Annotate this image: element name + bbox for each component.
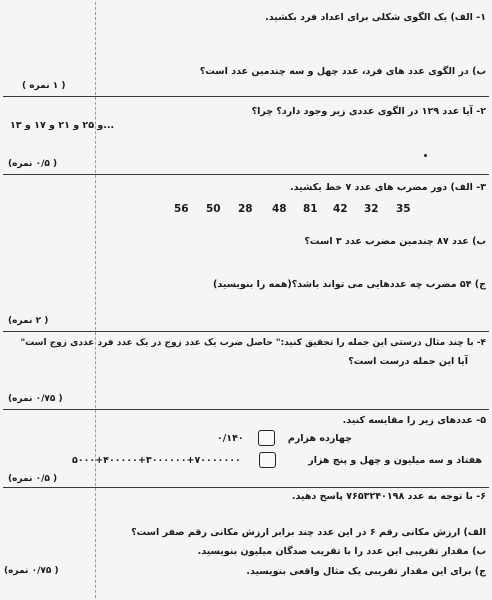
compare-box-2[interactable] — [259, 452, 276, 468]
pen-mark — [424, 154, 427, 157]
question-1a-text: ۱- الف) یک الگوی شکلی برای اعداد فرد بکشید. — [265, 12, 486, 23]
question-3-section — [3, 175, 489, 332]
margin-divider — [95, 410, 96, 486]
question-2-score: ( ۰/۵ نمره) — [8, 159, 58, 169]
number-item[interactable]: 42 — [333, 203, 348, 215]
number-item[interactable]: 48 — [272, 203, 287, 215]
number-item[interactable]: 35 — [396, 203, 411, 215]
question-5-text: ۵- عددهای زیر را مقایسه کنید. — [342, 415, 486, 426]
question-3b-text: ب) عدد ۸۷ چندمین مضرب عدد ۳ است؟ — [304, 236, 486, 247]
compare-row-1-words: چهارده هزارم — [287, 433, 352, 444]
question-5-score: ( ۰/۵ نمره) — [8, 474, 58, 484]
question-6-score: ( ۰/۷۵ نمره) — [4, 566, 59, 576]
margin-divider — [95, 97, 96, 173]
margin-divider — [95, 488, 96, 598]
number-item[interactable]: 28 — [238, 203, 253, 215]
question-2-sequence: ...و ۲۵ و ۲۱ و ۱۷ و ۱۳ — [10, 120, 115, 131]
question-6b-text: ب) مقدار تقریبی این عدد را با تقریب صدگان میلیون بنویسید. — [197, 546, 486, 557]
margin-divider — [95, 175, 96, 330]
question-6-text: ۶- با توجه به عدد ۷۶۵۳۲۴۰۱۹۸ پاسخ دهید. — [291, 491, 486, 502]
question-6-section — [3, 488, 489, 599]
question-6c-text: ج) برای این مقدار تقریبی یک مثال واقعی بنویسید. — [246, 566, 486, 577]
compare-row-2-value: ۵۰۰۰+۴۰۰۰۰۰+۳۰۰۰۰۰۰+۷۰۰۰۰۰۰۰ — [72, 455, 241, 466]
question-1b-text: ب) در الگوی عدد های فرد، عدد چهل و سه چندمین عدد است؟ — [199, 66, 486, 77]
compare-row-2-words: هفتاد و سه میلیون و چهل و پنج هزار — [308, 455, 482, 466]
number-item[interactable]: 56 — [174, 203, 189, 215]
question-4-score: ( ۰/۷۵ نمره) — [8, 394, 63, 404]
question-3c-text: ج) ۵۴ مضرب چه عددهایی می تواند باشد؟(همه را بنویسید) — [213, 279, 486, 290]
compare-box-1[interactable] — [258, 430, 275, 446]
margin-divider — [95, 2, 96, 95]
question-1-score: ( ۱ نمره ) — [22, 81, 66, 91]
question-3a-text: ۳- الف) دور مضرب های عدد ۷ خط بکشید. — [290, 182, 486, 193]
number-item[interactable]: 81 — [303, 203, 318, 215]
compare-row-1-value: ۰/۱۴۰ — [217, 433, 244, 444]
question-2-text: ۲- آیا عدد ۱۲۹ در الگوی عددی زیر وجود دارد؟ چرا؟ — [251, 106, 486, 117]
number-item[interactable]: 32 — [364, 203, 379, 215]
number-item[interactable]: 50 — [206, 203, 221, 215]
question-4-question: آیا این جمله درست است؟ — [348, 356, 468, 367]
question-4-text: ۴- با چند مثال درستی این جمله را تحقیق کنید:" حاصل ضرب یک عدد زوج در یک عدد فرد عددی زوج است" — [20, 338, 486, 348]
question-6a-text: الف) ارزش مکانی رقم ۶ در این عدد چند برابر ارزش مکانی رقم صفر است؟ — [131, 527, 486, 538]
question-3-score: ( ۲ نمره) — [8, 316, 49, 326]
